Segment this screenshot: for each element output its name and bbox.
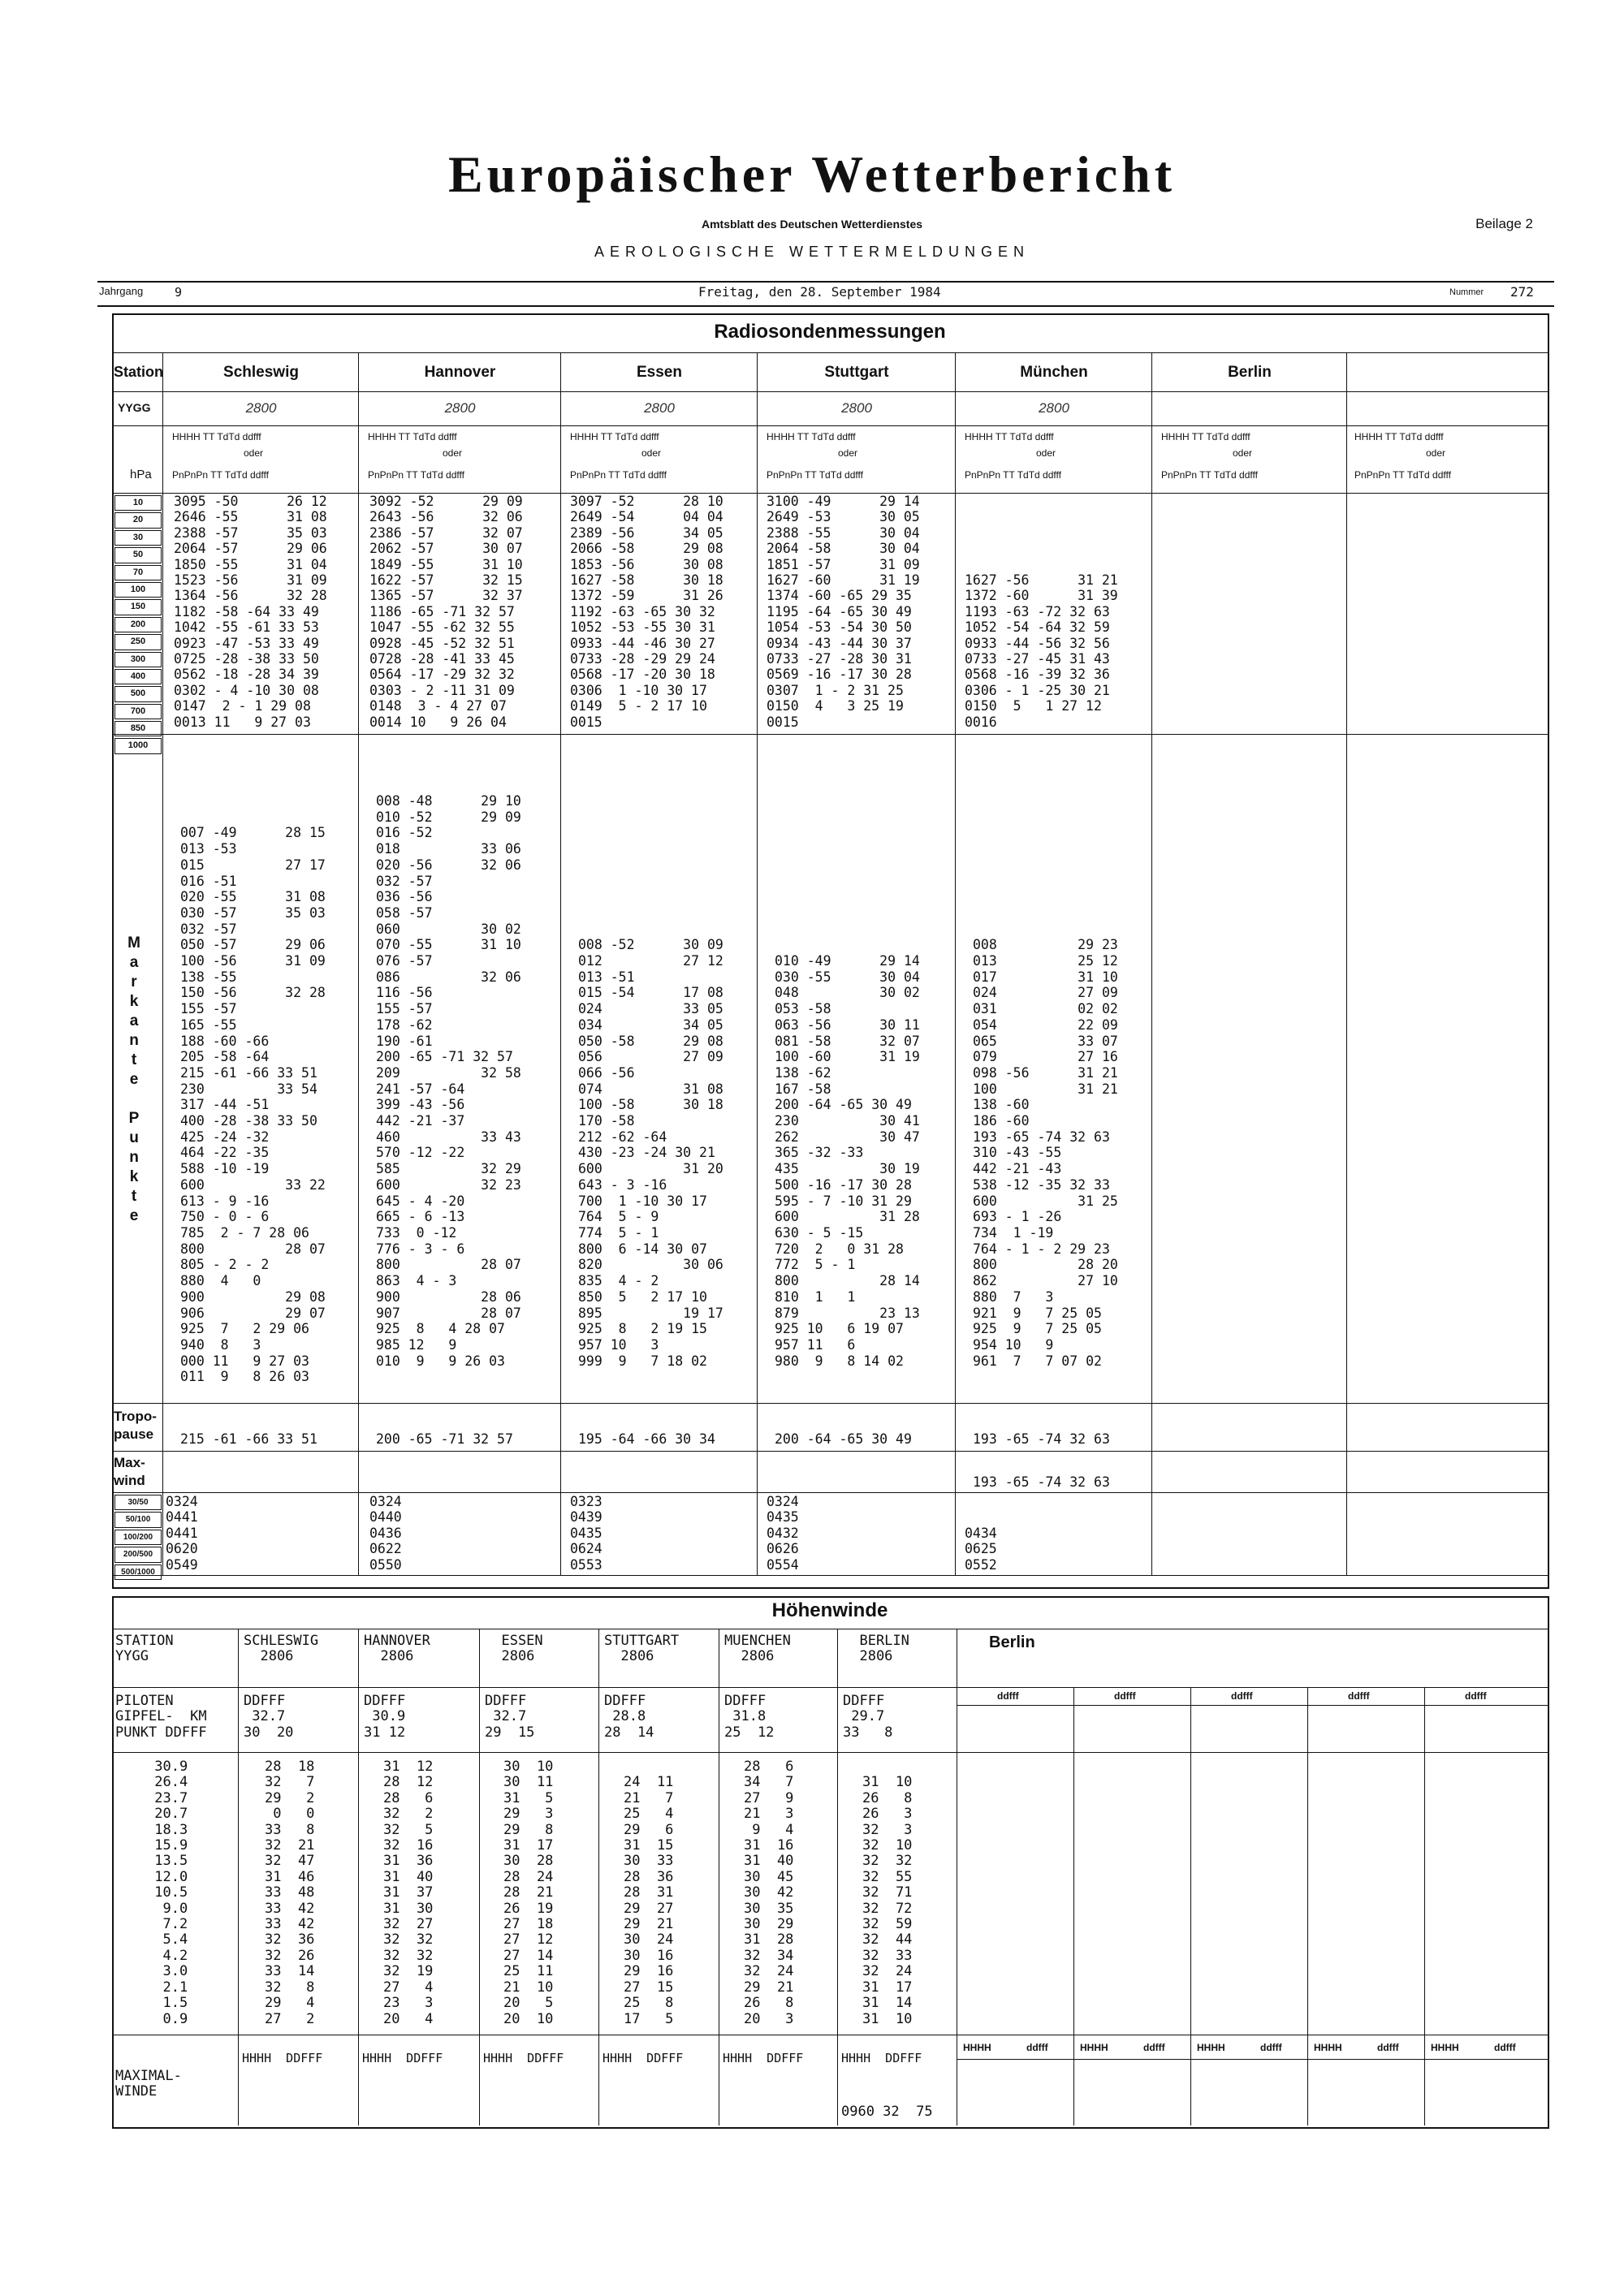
pressure-level: 400 (114, 669, 162, 684)
thickness-essen: 0323 0439 0435 0624 0553 (570, 1494, 603, 1573)
markante-letter: k (129, 1168, 139, 1185)
berlin-max-wind: 0960 32 75 (841, 2104, 933, 2120)
thickness-hannover: 0324 0440 0436 0622 0550 (369, 1494, 402, 1573)
pressure-level: 150 (114, 599, 162, 615)
markante-letter: n (129, 1032, 139, 1049)
markante-letter: r (131, 973, 137, 990)
station-name: München (1020, 364, 1088, 381)
standard-levels-essen: 3097 -52 28 10 2649 -54 04 04 2389 -56 34 05 2066 -58 29 08 1853 -56 30 08 1627 -58 30 18 1372 -59 31 26 1192 -63 -65 30 32 1052 -53 -55 30 31 0933 -44 -46 30 27 0733 -28 -29 29 24 0568 -17 -20 30 18 0306 1 -10 30 17 0149 5 - 2 17 10 0015 (570, 494, 723, 730)
pressure-levels (114, 495, 162, 756)
significant-points-stuttgart: 010 -49 29 14 030 -55 30 04 048 30 02 053 -58 063 -56 30 11 081 -58 32 07 100 -60 31 19 138 -62 167 -58 200 -64 -65 30 49 230 30 41 262 30 47 365 -32 -33 435 30 19 500 -16 -17 30 28 595 - 7 -10 31 29 600 31 28 630 - 5 -15 720 2 0 31 28 772 5 - 1 800 28 14 810 1 1 879 23 13 925 10 6 19 07 957 11 6 980 9 8 14 02 (775, 953, 920, 1369)
thickness-layers (114, 1495, 162, 1582)
pressure-level: 250 (114, 634, 162, 650)
thickness-layer: 50/100 (114, 1512, 162, 1527)
column-oder: oder (1036, 447, 1056, 459)
yygg-value: 2800 (644, 400, 675, 416)
maxwind-value: 193 -65 -74 32 63 (973, 1474, 1110, 1490)
ddfff-header: ddfff (1494, 2042, 1516, 2053)
jahrgang-value: 9 (175, 285, 183, 300)
hw-station: BERLIN 2806 (859, 1633, 909, 1665)
pressure-level: 700 (114, 704, 162, 719)
column-oder: oder (1426, 447, 1446, 459)
pressure-level: 70 (114, 565, 162, 580)
markante-punkte-label (122, 934, 146, 1226)
winds-schleswig: 28 18 32 7 29 2 0 0 33 8 32 21 32 47 31 46 33 48 33 42 33 42 32 36 32 26 33 14 32 8 29 4 27 2 (265, 1759, 315, 2027)
page-title: Europäischer Wetterbericht (447, 145, 1177, 203)
station-label: Station (114, 364, 163, 380)
column-head: HHHH TT TdTd ddfff (172, 431, 261, 442)
pilot-summit: DDFFF 31.8 25 12 (724, 1693, 775, 1741)
ddfff-header: ddfff (1465, 1690, 1487, 1702)
column-head: HHHH TT TdTd ddfff (570, 431, 659, 442)
winds-stuttgart: 24 11 21 7 25 4 29 6 31 15 30 33 28 36 28 31 29 27 29 21 30 24 30 16 29 16 27 15 25 8 17 5 (624, 1774, 674, 2027)
markante-letter: P (128, 1110, 140, 1127)
column-head: PnPnPn TT TdTd ddfff (570, 469, 667, 481)
column-head: PnPnPn TT TdTd ddfff (1161, 469, 1258, 481)
markante-letter: n (129, 1149, 139, 1166)
max-winds-label: MAXIMAL- WINDE (115, 2068, 182, 2100)
pilot-summit: DDFFF 32.7 29 15 (485, 1693, 535, 1741)
thickness-layer: 100/200 (114, 1530, 162, 1545)
thickness-stuttgart: 0324 0435 0432 0626 0554 (767, 1494, 799, 1573)
pilot-summit: DDFFF 28.8 28 14 (604, 1693, 654, 1741)
column-head: PnPnPn TT TdTd ddfff (368, 469, 464, 481)
hw-station: ESSEN 2806 (501, 1633, 543, 1665)
markante-letter: a (129, 1012, 139, 1029)
tropopause-value: 200 -65 -71 32 57 (376, 1431, 513, 1447)
hw-station: STUTTGART 2806 (604, 1633, 680, 1665)
standard-levels-muenchen: 1627 -56 31 21 1372 -60 31 39 1193 -63 -72 32 63 1052 -54 -64 32 59 0933 -44 -56 32 56 0733 -27 -45 31 43 0568 -16 -39 32 36 0306 - 1 -25 30 21 0150 5 1 27 12 0016 (965, 572, 1118, 730)
markante-letter: M (127, 934, 140, 952)
winds-hannover: 31 12 28 12 28 6 32 2 32 5 32 16 31 36 31 40 31 37 31 30 32 27 32 32 32 32 32 19 27 4 23 3 20 4 (383, 1759, 434, 2027)
pilot-summit: DDFFF 29.7 33 8 (843, 1693, 893, 1741)
max-head: HHHH DDFFF (483, 2051, 564, 2065)
ddfff-header: ddfff (1026, 2042, 1048, 2053)
header-rule-top (97, 281, 1554, 283)
winds-essen: 30 10 30 11 31 5 29 3 29 8 31 17 30 28 28 24 28 21 26 19 27 18 27 12 27 14 25 11 21 10 20 5 20 10 (503, 1759, 554, 2027)
standard-levels-hannover: 3092 -52 29 09 2643 -56 32 06 2386 -57 32 07 2062 -57 30 07 1849 -55 31 10 1622 -57 32 15 1365 -57 32 37 1186 -65 -71 32 57 1047 -55 -62 32 55 0928 -45 -52 32 51 0728 -28 -41 33 45 0564 -17 -29 32 32 0303 - 2 -11 31 09 0148 3 - 4 27 07 0014 10 9 26 04 (369, 494, 523, 730)
ddfff-header: ddfff (1231, 1690, 1253, 1702)
pressure-level: 850 (114, 721, 162, 736)
max-head: HHHH DDFFF (723, 2051, 804, 2065)
markante-letter: e (129, 1207, 139, 1224)
column-head: PnPnPn TT TdTd ddfff (767, 469, 863, 481)
station-name: Stuttgart (824, 364, 889, 381)
column-oder: oder (641, 447, 662, 459)
pressure-level: 30 (114, 530, 162, 546)
thickness-layer: 200/500 (114, 1547, 162, 1562)
hpa-label: hPa (130, 468, 152, 481)
header-rule-bottom (97, 305, 1554, 307)
yygg-value: 2800 (444, 400, 476, 416)
markante-letter: t (131, 1188, 137, 1205)
hhhh-header: HHHH (963, 2042, 991, 2053)
standard-levels-stuttgart: 3100 -49 29 14 2649 -53 30 05 2388 -55 30 04 2064 -58 30 04 1851 -57 31 09 1627 -60 31 19 1374 -60 -65 29 35 1195 -64 -65 30 49 1054 -53 -54 30 50 0934 -43 -44 30 37 0733 -27 -28 30 31 0569 -16 -17 30 28 0307 1 - 2 31 25 0150 4 3 25 19 0015 (767, 494, 920, 730)
pressure-level: 500 (114, 686, 162, 701)
pressure-level: 1000 (114, 738, 162, 753)
markante-letter: k (129, 993, 139, 1010)
nummer-label: Nummer (1449, 287, 1484, 297)
thickness-schleswig: 0324 0441 0441 0620 0549 (166, 1494, 198, 1573)
column-oder: oder (443, 447, 463, 459)
significant-points-hannover: 008 -48 29 10 010 -52 29 09 016 -52 018 33 06 020 -56 32 06 032 -57 036 -56 058 -57 060 30 02 070 -55 31 10 076 -57 086 32 06 116 -56 155 -57 178 -62 190 -61 200 -65 -71 32 57 209 32 58 241 -57 -64 399 -43 -56 442 -21 -37 460 33 43 570 -12 -22 585 32 29 600 32 23 645 - 4 -20 665 - 6 -13 733 0 -12 776 - 3 - 6 800 28 07 863 4 - 3 900 28 06 907 28 07 925 8 4 28 07 985 12 9 010 9 9 26 03 (376, 793, 521, 1369)
max-head: HHHH DDFFF (841, 2051, 922, 2065)
hw-station: SCHLESWIG 2806 (244, 1633, 319, 1665)
ddfff-header: ddfff (1114, 1690, 1136, 1702)
hw-station: MUENCHEN 2806 (724, 1633, 791, 1665)
yygg-value: 2800 (245, 400, 277, 416)
station-name: Schleswig (223, 364, 299, 381)
markante-letter: a (129, 954, 139, 971)
issue-date: Freitag, den 28. September 1984 (698, 284, 941, 300)
hw-station: HANNOVER 2806 (364, 1633, 430, 1665)
column-oder: oder (1233, 447, 1253, 459)
pressure-level: 20 (114, 512, 162, 528)
ddfff-header: ddfff (997, 1690, 1019, 1702)
markante-letter (122, 1090, 146, 1109)
column-oder: oder (838, 447, 858, 459)
station-name: Essen (637, 364, 682, 381)
maxwind-label: Max-wind (114, 1455, 145, 1488)
column-head: HHHH TT TdTd ddfff (767, 431, 856, 442)
markante-letter: u (129, 1129, 139, 1146)
yygg-value: 2800 (841, 400, 872, 416)
pressure-level: 10 (114, 495, 162, 511)
pressure-level: 200 (114, 617, 162, 632)
pressure-level: 50 (114, 547, 162, 563)
pilot-summit: DDFFF 32.7 30 20 (244, 1693, 294, 1741)
ddfff-header: ddfff (1143, 2042, 1165, 2053)
column-head: HHHH TT TdTd ddfff (368, 431, 457, 442)
tropopause-label: Tropo-pause (114, 1409, 157, 1442)
tropopause-value: 193 -65 -74 32 63 (973, 1431, 1110, 1447)
hhhh-header: HHHH (1431, 2042, 1459, 2053)
pilot-label: PILOTEN GIPFEL- KM PUNKT DDFFF (115, 1693, 207, 1741)
significant-points-schleswig: 007 -49 28 15 013 -53 015 27 17 016 -51 020 -55 31 08 030 -57 35 03 032 -57 050 -57 29 06 100 -56 31 09 138 -55 150 -56 32 28 155 -57 165 -55 188 -60 -66 205 -58 -64 215 -61 -66 33 51 230 33 54 317 -44 -51 400 -28 -38 33 50 425 -24 -32 464 -22 -35 588 -10 -19 600 33 22 613 - 9 -16 750 - 0 - 6 785 2 - 7 28 06 800 28 07 805 - 2 - 2 880 4 0 900 29 08 906 29 07 925 7 2 29 06 940 8 3 000 11 9 27 03 011 9 8 26 03 (180, 825, 326, 1385)
nummer-value: 272 (1510, 284, 1534, 300)
max-head: HHHH DDFFF (362, 2051, 443, 2065)
tropopause-value: 195 -64 -66 30 34 (578, 1431, 715, 1447)
pressure-level: 300 (114, 652, 162, 667)
radiosonde-title: Radiosondenmessungen (714, 321, 946, 343)
standard-levels-schleswig: 3095 -50 26 12 2646 -55 31 08 2388 -57 35 03 2064 -57 29 06 1850 -55 31 04 1523 -56 31 09 1364 -56 32 28 1182 -58 -64 33 49 1042 -55 -61 33 53 0923 -47 -53 33 49 0725 -28 -38 33 50 0562 -18 -28 34 39 0302 - 4 -10 30 08 0147 2 - 1 29 08 0013 11 9 27 03 (174, 494, 327, 730)
subtitle: Amtsblatt des Deutschen Wetterdienstes (701, 218, 923, 231)
max-head: HHHH DDFFF (603, 2051, 684, 2065)
hoehenwinde-title: Höhenwinde (771, 1599, 888, 1621)
hw-berlin-label: Berlin (989, 1634, 1035, 1651)
significant-points-muenchen: 008 29 23 013 25 12 017 31 10 024 27 09 031 02 02 054 22 09 065 33 07 079 27 16 098 -56 31 21 100 31 21 138 -60 186 -60 193 -65 -74 32 63 310 -43 -55 442 -21 -43 538 -12 -35 32 33 600 31 25 693 - 1 -26 734 1 -19 764 - 1 - 2 29 23 800 28 20 862 27 10 880 7 3 921 9 7 25 05 925 9 7 25 05 954 10 9 961 7 7 07 02 (973, 937, 1118, 1369)
winds-berlin: 31 10 26 8 26 3 32 3 32 10 32 32 32 55 32 71 32 72 32 59 32 44 32 33 32 24 31 17 31 14 31 10 (862, 1774, 913, 2027)
ddfff-header: ddfff (1348, 1690, 1370, 1702)
tropopause-value: 215 -61 -66 33 51 (180, 1431, 317, 1447)
max-head: HHHH DDFFF (242, 2051, 323, 2065)
column-head: HHHH TT TdTd ddfff (965, 431, 1054, 442)
hhhh-header: HHHH (1080, 2042, 1108, 2053)
tropopause-value: 200 -64 -65 30 49 (775, 1431, 912, 1447)
column-oder: oder (244, 447, 264, 459)
pilot-summit: DDFFF 30.9 31 12 (364, 1693, 406, 1741)
column-head: PnPnPn TT TdTd ddfff (965, 469, 1061, 481)
markante-letter: e (129, 1071, 139, 1088)
pressure-level: 100 (114, 582, 162, 598)
jahrgang-label: Jahrgang (99, 285, 144, 297)
column-head: PnPnPn TT TdTd ddfff (1354, 469, 1451, 481)
winds-muenchen: 28 6 34 7 27 9 21 3 9 4 31 16 31 40 30 45 30 42 30 35 30 29 31 28 32 34 32 24 29 21 26 8 20 3 (744, 1759, 794, 2027)
station-name: Berlin (1228, 364, 1272, 381)
section-title: AEROLOGISCHE WETTERMELDUNGEN (594, 244, 1030, 260)
significant-points-essen: 008 -52 30 09 012 27 12 013 -51 015 -54 17 08 024 33 05 034 34 05 050 -58 29 08 056 27 09 066 -56 074 31 08 100 -58 30 18 170 -58 212 -62 -64 430 -23 -24 30 21 600 31 20 643 - 3 -16 700 1 -10 30 17 764 5 - 9 774 5 - 1 800 6 -14 30 07 820 30 06 835 4 - 2 850 5 2 17 10 895 19 17 925 8 2 19 15 957 10 3 999 9 7 18 02 (578, 937, 723, 1369)
hhhh-header: HHHH (1314, 2042, 1342, 2053)
markante-letter: t (131, 1051, 137, 1068)
thickness-layer: 500/1000 (114, 1564, 162, 1580)
station-name: Hannover (424, 364, 496, 381)
ddfff-header: ddfff (1260, 2042, 1282, 2053)
wind-heights: 30.9 26.4 23.7 20.7 18.3 15.9 13.5 12.0 10.5 9.0 7.2 5.4 4.2 3.0 2.1 1.5 0.9 (154, 1759, 188, 2027)
beilage: Beilage 2 (1475, 216, 1533, 231)
hw-station-label: STATION YYGG (115, 1633, 174, 1665)
column-head: HHHH TT TdTd ddfff (1161, 431, 1250, 442)
yygg-label: YYGG (118, 401, 151, 414)
yygg-value: 2800 (1039, 400, 1069, 416)
column-head: PnPnPn TT TdTd ddfff (172, 469, 269, 481)
hhhh-header: HHHH (1197, 2042, 1225, 2053)
column-head: HHHH TT TdTd ddfff (1354, 431, 1444, 442)
thickness-layer: 30/50 (114, 1495, 162, 1510)
ddfff-header: ddfff (1377, 2042, 1399, 2053)
thickness-muenchen: 0434 0625 0552 (965, 1525, 997, 1573)
